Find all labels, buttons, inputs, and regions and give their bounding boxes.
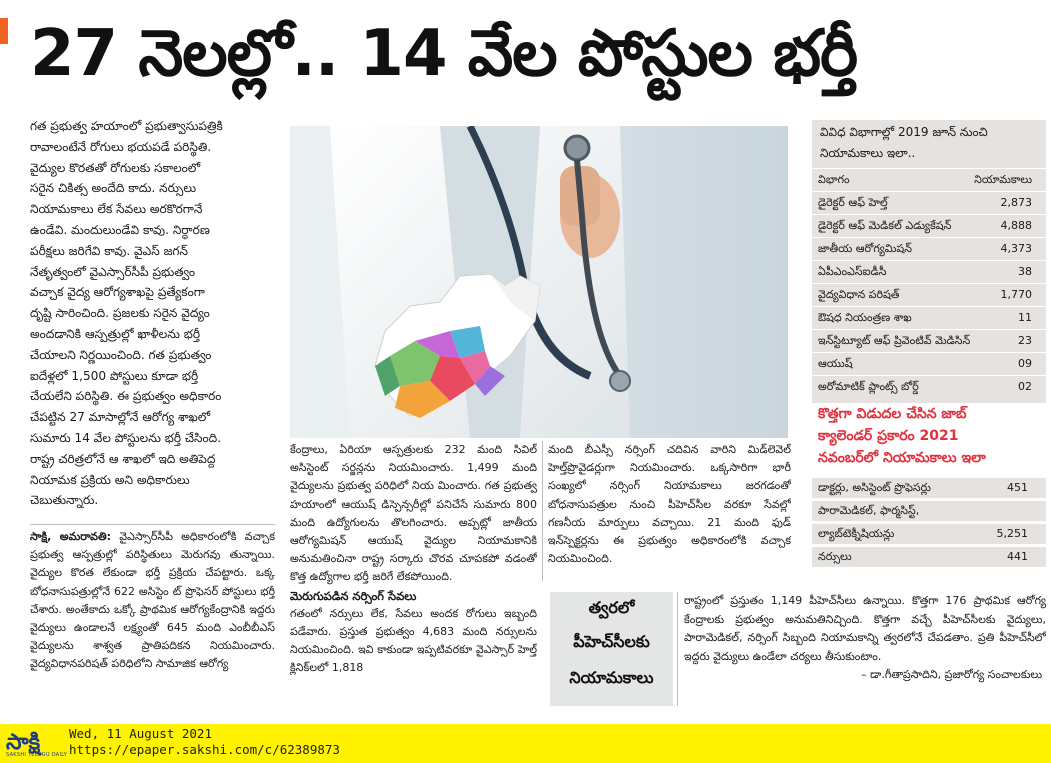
intro-line: గత ప్రభుత్వ హయాంలో ప్రభుత్వాసుపత్రికి	[30, 119, 223, 133]
article-para: గతంలో నర్సులు లేక, సేవలు అందక రోగులు ఇబ్బంది పడేవారు. ప్రస్తుత ప్రభుత్వం 4,683 మంది నర్సులను నియమించింది. ఇవి కాకుండా ఇప్పటివరకూ వైఎస్సార్ హెల్త్ క్లినిక్‌లలో 1,818	[290, 606, 537, 675]
article-para: మంది బీఎస్సీ నర్సింగ్ చదివిన వారిని మిడ్‌లెవెల్ హెల్త్‌ప్రొవైడర్లుగా నియమించారు. ఒక్కసారిగా భారీ సంఖ్యలో నర్సింగ్ నియామకాలు జరగడంతో బోధనాసుపత్రుల నుంచి పీహెచ్‌సీల వరకూ సేవల్లో గణనీయ మార్పులు వచ్చాయి. 21 మంది ఫుడ్ ఇన్‌స్పెక్టర్లను ఈ ప్రభుత్వం అధికారంలోకి వచ్చాక నియమించింది.	[548, 443, 791, 566]
divider	[30, 524, 275, 525]
table-row	[812, 375, 1046, 397]
box-divider	[677, 592, 678, 706]
article-text: వైఎస్సార్‌సీపీ అధికారంలోకి వచ్చాక ప్రభుత్వ ఆస్పత్రుల్లో పరిస్థితులు మెరుగవు తున్నాయి. వైద్యుల కొరత లేకుండా భర్తీ ప్రక్రియ చేపట్టారు. ఒక్క బోధనాసుపత్రుల్లోనే 622 అసిస్టెం ట్ ప్రొఫెసర్ పోస్టులు భర్తీ చేశారు. అంతేకాదు ఒక్కో ప్రాథమిక ఆరోగ్యకేంద్రానికి ఇద్దరు వైద్యులు ఉండాలనే లక్ష్యంతో 645 మంది ఎంబీబీఎస్ వైద్యులను శాశ్వత ప్రాతిపదికన నియమించారు. వైద్యవిధానపరిషత్ పరిధిలోని సామాజిక ఆరోగ్య	[30, 530, 275, 671]
intro-line: చెబుతున్నారు.	[30, 493, 99, 508]
calendar-row	[812, 524, 1046, 544]
cell-post: ల్యాబ్‌టెక్నీషియన్లు	[818, 527, 895, 540]
cell-count: 11	[1018, 311, 1032, 324]
cell-count: 1,770	[1000, 288, 1032, 301]
table-row	[812, 214, 1046, 236]
intro-line: వైద్యుల కొరతతో రోగులకు సకాలంలో	[30, 160, 201, 175]
intro-line: ఉండేవి. మందులుండేవి కావు. నిర్ధారణ	[30, 222, 210, 237]
intro-line: ఐదేళ్లలో 1,500 పోస్టులు కూడా భర్తీ	[30, 368, 199, 383]
cell-dept: జాతీయ ఆరోగ్యమిషన్	[818, 242, 912, 255]
intro-line: చేయాలని నిర్ణయించింది. గత ప్రభుత్వం	[30, 347, 212, 362]
article-body-col2	[290, 441, 537, 709]
col-count-header: నియామకాలు	[974, 173, 1032, 186]
intro-line: అందడానికి ఆస్పత్రుల్లో ఖాళీలను భర్తీ	[30, 326, 201, 341]
phc-box-label	[550, 592, 673, 706]
cell-dept: ఏపీఎంఎస్ఐడీసీ	[818, 265, 887, 278]
table-row	[812, 260, 1046, 282]
cell-count: 4,373	[1000, 242, 1032, 255]
intro-line: పరీక్షలు జరిగేవి కావు. వైఎస్ జగన్	[30, 243, 188, 258]
calendar-row	[812, 547, 1046, 567]
cell-count: 23	[1018, 334, 1032, 347]
article-body-col3	[548, 441, 791, 581]
box-label-line: నియామకాలు	[569, 668, 654, 687]
doctor-stethoscope-photo	[290, 126, 788, 438]
cell-dept: డైరెక్టర్ ఆఫ్ హెల్త్	[818, 196, 888, 209]
subheading: మెరుగుపడిన నర్సింగ్ సేవలు	[290, 588, 417, 603]
cell-dept: ఇన్‌స్టిట్యూట్ ఆఫ్ ప్రివెంటివ్ మెడిసిన్	[818, 334, 971, 347]
intro-line: నియామక ప్రక్రియ అని అధికారులు	[30, 472, 190, 487]
quote-attribution: – డా.గీతాప్రసాదిని, ప్రజారోగ్య సంచాలకులు	[861, 668, 1042, 682]
intro-paragraph	[30, 116, 268, 524]
intro-line: నియామకాలు లేక సేవలు అరకొరగానే	[30, 202, 203, 217]
intro-line: సరైన చికిత్స అందేది కాదు. నర్సులు	[30, 181, 197, 196]
cell-dept: అరోమాటిక్ ప్లాంట్స్ బోర్డ్	[818, 380, 919, 393]
intro-line: చేయలేని పరిస్థితి. ఈ ప్రభుత్వం అధికారం	[30, 389, 222, 404]
cell-count: 2,873	[1000, 196, 1032, 209]
intro-line: చేపట్టిన 27 మాసాల్లోనే ఆరోగ్య శాఖలో	[30, 410, 211, 425]
cell-count: 02	[1018, 380, 1032, 393]
cell-post: డాక్టర్లు, అసిస్టెంట్ ప్రొఫెసర్లు	[818, 481, 931, 494]
intro-line: దృష్టి సారించింది. ప్రజలకు సరైన వైద్యం	[30, 306, 210, 321]
cell-count: 4,888	[1000, 219, 1032, 232]
table-row	[812, 306, 1046, 328]
appointments-table-title	[820, 122, 1042, 164]
phc-box-text	[684, 592, 1046, 708]
col-dept-header: విభాగం	[818, 173, 850, 186]
cell-dept: వైద్యవిధాన పరిషత్	[818, 288, 900, 301]
cal-title-line: క్యాలెండర్ ప్రకారం 2021	[818, 428, 959, 444]
cell-post: పారామెడికల్, ఫార్మసిస్ట్,	[818, 504, 920, 517]
cell-dept: డైరెక్టర్ ఆఫ్ మెడికల్ ఎడ్యుకేషన్	[818, 219, 952, 232]
dateline: సాక్షి, అమరావతి:	[30, 530, 112, 543]
table-row	[812, 191, 1046, 213]
table-title-line: వివిధ విభాగాల్లో 2019 జూన్ నుంచి	[820, 125, 988, 139]
accent-marker	[0, 18, 8, 44]
cell-count: 38	[1018, 265, 1032, 278]
intro-line: రాష్ట్ర చరిత్రలోనే ఆ శాఖలో ఇది అతిపెద్ద	[30, 451, 216, 466]
cell-dept: ఔషధ నియంత్రణ శాఖ	[818, 311, 912, 324]
intro-line: నేతృత్వంలో వైఎస్సార్‌సీపీ ప్రభుత్వం	[30, 264, 196, 279]
cal-title-line: నవంబర్‌లో నియామకాలు ఇలా	[818, 450, 986, 466]
cell-count: 441	[1007, 550, 1028, 563]
cal-title-line: కొత్తగా విడుదల చేసిన జాబ్	[818, 406, 967, 422]
calendar-row	[812, 501, 1046, 521]
cell-post: నర్సులు	[818, 550, 852, 563]
headline: 27 నెలల్లో.. 14 వేల పోస్టుల భర్తీ	[30, 17, 858, 91]
article-body-col1	[30, 528, 275, 708]
table-title-line: నియామకాలు ఇలా..	[820, 146, 916, 160]
intro-line: సుమారు 14 వేల పోస్టులను భర్తీ చేసింది.	[30, 430, 222, 445]
intro-line: రావాలంటేనే రోగులు భయపడే పరిస్థితి.	[30, 139, 212, 154]
box-label-line: పీహెచ్‌సీలకు	[573, 632, 650, 651]
table-row	[812, 329, 1046, 351]
calendar-row	[812, 478, 1046, 498]
sakshi-logo: సాక్షి	[6, 729, 41, 755]
cell-count: 5,251	[996, 527, 1028, 540]
table-row	[812, 283, 1046, 305]
intro-line: వచ్చాక వైద్య ఆరోగ్యశాఖపై ప్రత్యేకంగా	[30, 285, 205, 300]
sakshi-logo-sub: SAKSHI TELUGU DAILY	[6, 752, 68, 758]
column-divider	[542, 441, 543, 581]
footer-date: Wed, 11 August 2021	[69, 726, 212, 741]
footer-url[interactable]: https://epaper.sakshi.com/c/62389873	[69, 742, 340, 757]
photo-illustration	[290, 126, 788, 438]
article-para: కేంద్రాలు, ఏరియా ఆస్పత్రులకు 232 మంది సివిల్ అసిస్టెంట్ సర్జన్లను నియమించారు. 1,499 మంది వైద్యులను ప్రభుత్వ పరిధిలో నియ మించారు. గత ప్రభుత్వ హయాంలో ఆయుష్ డిస్పెన్సరీల్లో పనిచేసే సుమారు 800 మంది ఉద్యోగులను తొలగించారు. అప్పట్లో జాతీయ ఆరోగ్యమిషన్ ఆయుష్ వైద్యుల నియామకానికి అనుమతించినా రాష్ట్ర సర్కారు చొరవ చూపకపో వడంతో కొత్త ఉద్యోగాల భర్తీ జరిగే లేకపోయింది.	[290, 443, 537, 584]
table-row	[812, 352, 1046, 374]
box-label-line: త్వరలో	[588, 598, 635, 617]
table-header	[812, 168, 1046, 190]
article-para	[30, 528, 275, 674]
cell-count: 09	[1018, 357, 1032, 370]
job-calendar-title	[818, 403, 1046, 469]
cell-count: 451	[1007, 481, 1028, 494]
cell-dept: ఆయుష్	[818, 357, 853, 370]
table-row	[812, 237, 1046, 259]
quote-text: రాష్ట్రంలో ప్రస్తుతం 1,149 పీహెచ్‌సీలు ఉన్నాయి. కొత్తగా 176 ప్రాథమిక ఆరోగ్య కేంద్రాలకు ప్రభుత్వం అనుమతినిచ్చింది. కొత్తగా వచ్చే పీహెచ్‌సీలకు వైద్యులు, పారామెడికల్, నర్సింగ్ సిబ్బంది నియామకాన్ని త్వరలోనే చేపడతాం. ప్రతి పీహెచ్‌సీలో ఇద్దరు వైద్యులు ఉండేలా చర్యలు తీసుకుంటాం.	[684, 594, 1046, 663]
